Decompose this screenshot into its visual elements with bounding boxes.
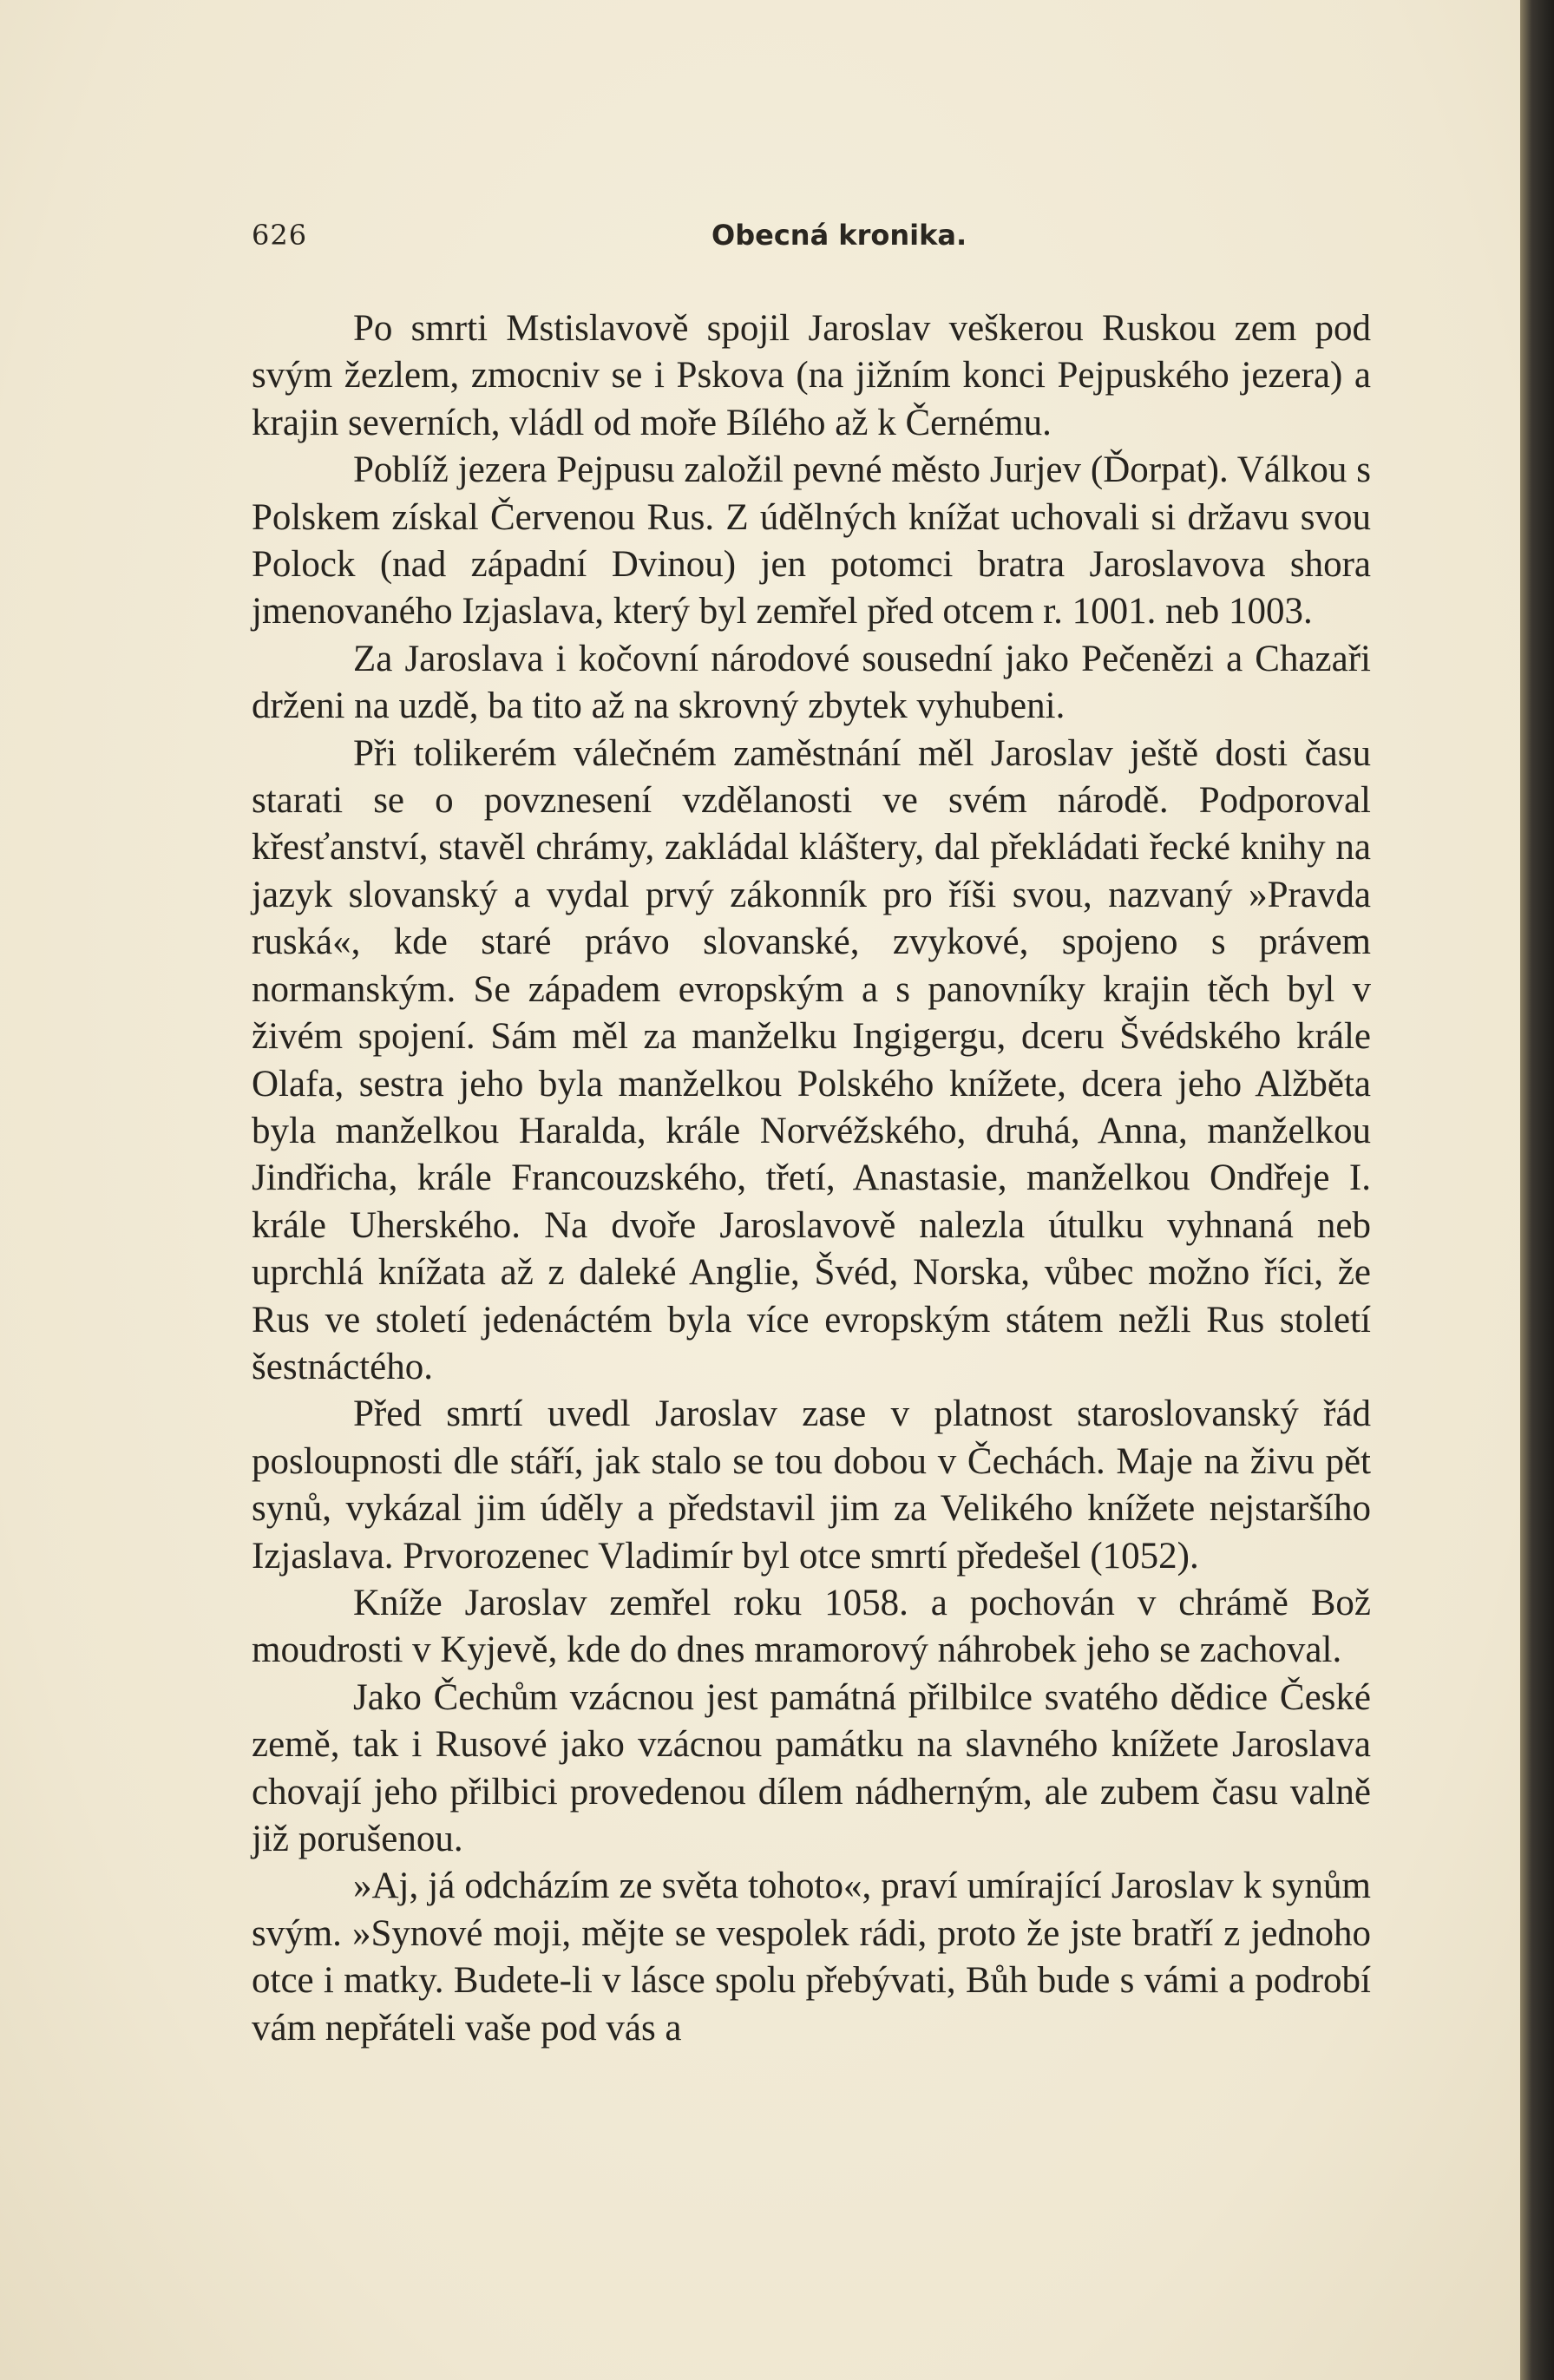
paragraph: »Aj, já odcházím ze světa tohoto«, praví umírající Jaroslav k synům svým. »Synové moji, mějte se vespolek rádi, proto že jste bratří z jednoho otce i matky. Budete-li v lásce spolu přebývati, Bůh bude s vámi a podrobí vám nepřáteli vaše pod vás a	[252, 1865, 1371, 2049]
paragraph: Poblíž jezera Pejpusu založil pevné město Jurjev (Ďorpat). Válkou s Polskem získal Červenou Rus. Z údělných knížat uchovali si državu svou Polock (nad západní Dvinou) jen potomci bratra Jaroslavova shora jmenovaného Izjaslava, který byl zemřel před otcem r. 1001. neb 1003.	[252, 449, 1371, 633]
paragraph: Kníže Jaroslav zemřel roku 1058. a pochován v chrámě Bož moudrosti v Kyjevě, kde do dnes mramorový náhrobek jeho se zachoval.	[252, 1582, 1371, 1671]
paragraph: Před smrtí uvedl Jaroslav zase v platnost staroslovanský řád posloupnosti dle stáří, jak stalo se tou dobou v Čechách. Maje na živu pět synů, vykázal jim úděly a představil jim za Velikého knížete nejstaršího Izjaslava. Prvorozenec Vladimír byl otce smrtí předešel (1052).	[252, 1393, 1371, 1577]
paragraph: Při tolikerém válečném zaměstnání měl Jaroslav ještě dosti času starati se o povznesení vzdělanosti ve svém národě. Podporoval křesťanství, stavěl chrámy, zakládal kláštery, dal překládati řecké knihy na jazyk slovanský a vydal prvý zákonník pro říši svou, nazvaný »Pravda ruská«, kde staré právo slovanské, zvykové, spojeno s právem normanským. Se západem evropským a s panovníky krajin těch byl v živém spojení. Sám měl za manželku Ingigergu, dceru Švédského krále Olafa, sestra jeho byla manželkou Polského knížete, dcera jeho Alžběta byla manželkou Haralda, krále Norvéžského, druhá, Anna, manželkou Jindřicha, krále Francouzského, třetí, Anastasie, manželkou Ondřeje I. krále Uherského. Na dvoře Jaroslavově nalezla útulku vyhnaná neb uprchlá knížata až z daleké Anglie, Švéd, Norska, vůbec možno říci, že Rus ve století jedenáctém byla více evropským státem nežli Rus století šestnáctého.	[252, 732, 1371, 1387]
page-header	[252, 219, 1371, 257]
page-number: 626	[252, 219, 308, 252]
paragraph: Jako Čechům vzácnou jest památná přilbilce svatého dědice České země, tak i Rusové jako vzácnou památku na slavného knížete Jaroslava chovají jeho přilbici provedenou dílem nádherným, ale zubem času valně již porušenou.	[252, 1676, 1371, 1859]
paragraph: Za Jaroslava i kočovní národové sousední jako Pečenězi a Chazaři drženi na uzdě, ba tito až na skrovný zbytek vyhubeni.	[252, 638, 1371, 727]
book-spine-edge	[1520, 0, 1554, 2380]
running-title: Obecná kronika.	[711, 219, 967, 252]
body-text	[252, 305, 1371, 2052]
paragraph: Po smrti Mstislavově spojil Jaroslav veškerou Ruskou zem pod svým žezlem, zmocniv se i Pskova (na jižním konci Pejpuského jezera) a krajin severních, vládl od moře Bílého až k Černému.	[252, 308, 1371, 443]
